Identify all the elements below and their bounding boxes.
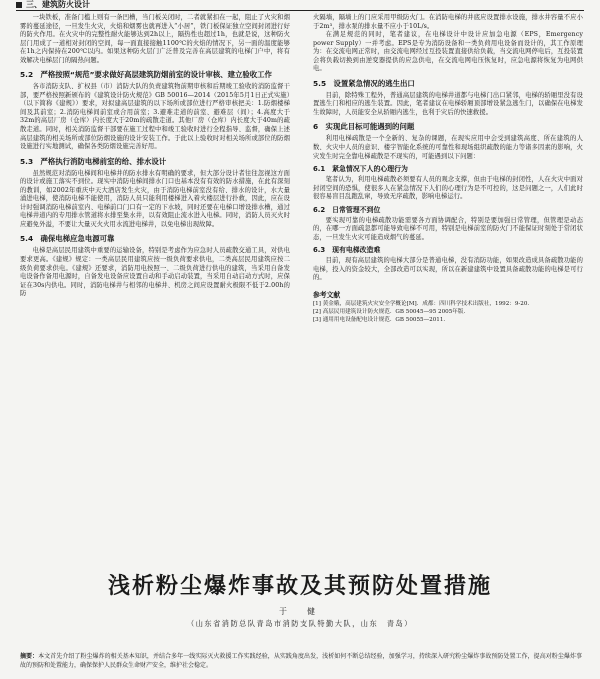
paragraph: 笔者认为，利用电梯疏散必须要有人员的观念支撑，但由于电梯的封闭性，人在火灾中面对封闭空间的恐惧，使很多人在紧急情况下人们的心理行为是不可控的，这是问题之一，人们此时很容易盲目乱跑乱窜，导致无序疏散，影响电梯运行。 bbox=[313, 176, 583, 201]
paragraph: 要实现可靠的电梯疏散功能需要各方面协调配合，特别是要加强日常管理，但管理是动态的，在哪一方面疏忽都可能导致电梯不可用，特别是电梯前室的防火门不能保证时刻处于常闭状态，一旦发生火灾可能造成烟气的蔓延。 bbox=[313, 216, 583, 241]
paragraph: 目前，除特殊工程外，普通高层建筑的电梯井道都与电梯门出口紧邻，电梯的轿厢里没有设置逃生门和相应的逃生装置。因此，笔者建议在电梯轿厢顶部增设紧急逃生门，以确保在电梯发生故障时，人员能安全从轿厢内逃生，也利于灾后的快速救援。 bbox=[313, 91, 583, 116]
abstract-label: 摘要： bbox=[20, 653, 39, 660]
reference-item: [1] 黄金娥，高层建筑火灾安全学概论[M]．成都：四川科学技术出版社，1992：9-20. bbox=[313, 301, 530, 308]
article-author: 于 健 bbox=[279, 607, 321, 616]
right-column bbox=[313, 14, 583, 324]
header-square-icon bbox=[16, 2, 22, 8]
paragraph: 电梯是高层民用建筑中重要的运输设备，特别是考虑作为应急时人员疏散交通工具，对供电要求更高。《建规》规定：一类高层民用建筑应按一级负荷要求供电，二类高层民用建筑应按二级负荷要求供电。《建规》还要求，消防用电按照一、二级负荷进行供电的建筑，当采用自备发电设备作备用电源时，自备发电设备应设置自动和手动启动装置，当采用自动启动方式时，应保证在30s内供电。同时，消防电梯井与相邻的电梯井、机房之间应设置耐火极限不低于2.00h的防 bbox=[20, 247, 290, 298]
abstract bbox=[20, 653, 582, 670]
section-heading: 5.4 确保电梯应急电源可靠 bbox=[20, 234, 115, 244]
paragraph: 利用电梯疏散是一个全新的、复杂的课题，在现实应用中会受到建筑高度、所在建筑的人数、火灾中人员的意识、楼宇智能化系统的可靠性和现场组织疏散的能力等诸多因素的影响，火灾发生时完全靠电梯疏散是不现实的，可能遇到以下问题： bbox=[313, 135, 583, 160]
header-title: 三、建筑防火设计 bbox=[26, 0, 90, 9]
section-heading: 6 实现此目标可能遇到的问题 bbox=[313, 122, 415, 132]
section-heading: 5.5 设置紧急情况的逃生出口 bbox=[313, 78, 415, 88]
paragraph: 各市消防支队、扩权县（市）消防大队的负责建筑物前期审核和后期竣工验收的消防监督干部，要严格按照新颁布的《建筑设计防火规范》GB 50016—2014（2015年5月1日正式实施）（以下简称《建规》）要求，对拟建高层建筑的以下场所或部位进行严格审核把关：1.防烟楼梯间及其前室；2.消防电梯间前室或合用前室；3.避难走道的前室、避难层（间）；4.高度大于32m的高层厂房（仓库）内长度大于20m的疏散走道。其他厂房（仓库）内长度大于40m的疏散走道。同时，相关消防监督干部要在施工过程中和竣工验收时进行全程指导、监督，确保上述高层建筑的相关场所或部位防烟设施的设计安装工作。于此以上验收时对相关场所或部位的防烟设施进行实地测试，确保各类防烟设施完善好用。 bbox=[20, 83, 290, 151]
reference-item: [2] 高层民用建筑设计防火规范．GB 50045—95 2005年版. bbox=[313, 308, 466, 315]
running-header bbox=[16, 0, 584, 11]
paragraph: 虽然规范对消防电梯间和电梯井的防水排水有明确的要求，但大部分设计者往往忽视这方面的设计或施工落实不到位。现实中消防电梯间排水门口也基本没有有效的防水措施，在此有深刻的教训，如2002年重庆中天大酒店发生火灾，由于消防电梯前室没有给、排水的设计，水大量涌进电梯，使消防电梯不能使用，消防人员只能利用楼梯进入着火楼层进行扑救，因此，应在设计时强调消防电梯前室内、电梯前口门口有一定的下水坡，同时还要在电梯口增设排水槽，通过电梯井道内的专用排水管道将水排至集水井，以有效阻止流水进入电梯。同时，消防人员灭火时应避免外溢，不要让大量灭火火用水流进电梯井，以免电梯出现故障。 bbox=[20, 169, 290, 228]
section-heading: 5.2 严格按照“规范”要求做好高层建筑防烟前室的设计审核、建立验收工作 bbox=[20, 70, 272, 80]
subsection-heading: 6.1 紧急情况下人的心理行为 bbox=[313, 165, 408, 174]
paragraph: 目前，现有高层建筑的电梯大部分是普通电梯，没有消防功能，如果改造成具备疏散功能的电梯，投入的资金较大，全部改造可以实现，所以在新建建筑中设置具备疏散功能的电梯是可行的。 bbox=[313, 257, 583, 282]
reference-item: [3] 通用用电设备配电设计规范．GB 50055—2011. bbox=[313, 316, 446, 323]
section-heading: 5.3 严格执行消防电梯前室的给、排水设计 bbox=[20, 156, 167, 166]
article-title: 浅析粉尘爆炸事故及其预防处置措施 bbox=[107, 574, 492, 599]
paragraph: 火隔墙，隔墙上的门应采用甲级防火门。在消防电梯的井底应设置排水设施，排水井容量不应小于2m³，排水泵的排水量不应小于10L/s。 bbox=[313, 14, 583, 30]
left-column bbox=[20, 14, 290, 299]
references-title: 参考文献 bbox=[313, 291, 341, 300]
paragraph: 在满足规范的同时，笔者建议，在电梯设计中设计应加急电源（EPS，Emergency power Supply）一并考虑。EPS是专为消防设备和一类负荷用电设备而设计的，其工作原理为：在交流电网正常时，由交流电网经过互投装置直接供给负载，当交流电网停电后，互投装置会将负载切换到由逆变器提供的应急供电，在交流电网电压恢复时，应急电源将恢复为电网供电。 bbox=[313, 31, 583, 73]
article-title-block bbox=[0, 572, 600, 629]
abstract-text: 本文首先介绍了粉尘爆炸的相关基本知识，并结合多年一线实际灭火救援工作实践经验，从实践角度出发，浅析如何不断总结经验，加强学习，持续深入研究粉尘爆炸事故预防处置工作，提高对粉尘爆炸事故的预防和处置能力，确保保护人民群众生命财产安全，维护社会稳定。 bbox=[20, 653, 582, 669]
subsection-heading: 6.3 现有电梯改造难 bbox=[313, 246, 381, 255]
article-affiliation: （山东省消防总队青岛市消防支队特勤大队，山东 青岛） bbox=[187, 619, 413, 628]
paragraph: 一块铁板，准备门槛上则有一条凹槽，当门板关闭时，二者就紧扣在一起，阻止了火灾和烟雾的蔓延途径，一旦发生火灾，火焰和烟雾也就再进入“小居”，铁门板保证独立空间封闭进行好的防火作用。在火灾中的完整性耐火能够达到2h以上，隔热性也超过1h，也就是说，这种防火层门用成了一道相对封闭的空间，每一面直接接触1100℃的火焰的情况下，另一面的温度能够在1h之内保持在200℃以内。如果这种防火层门广泛普及完善在高层建筑的电梯门户中，将有效解决电梯层门的隔热问题。 bbox=[20, 14, 290, 64]
subsection-heading: 6.2 日常管理不到位 bbox=[313, 205, 381, 214]
